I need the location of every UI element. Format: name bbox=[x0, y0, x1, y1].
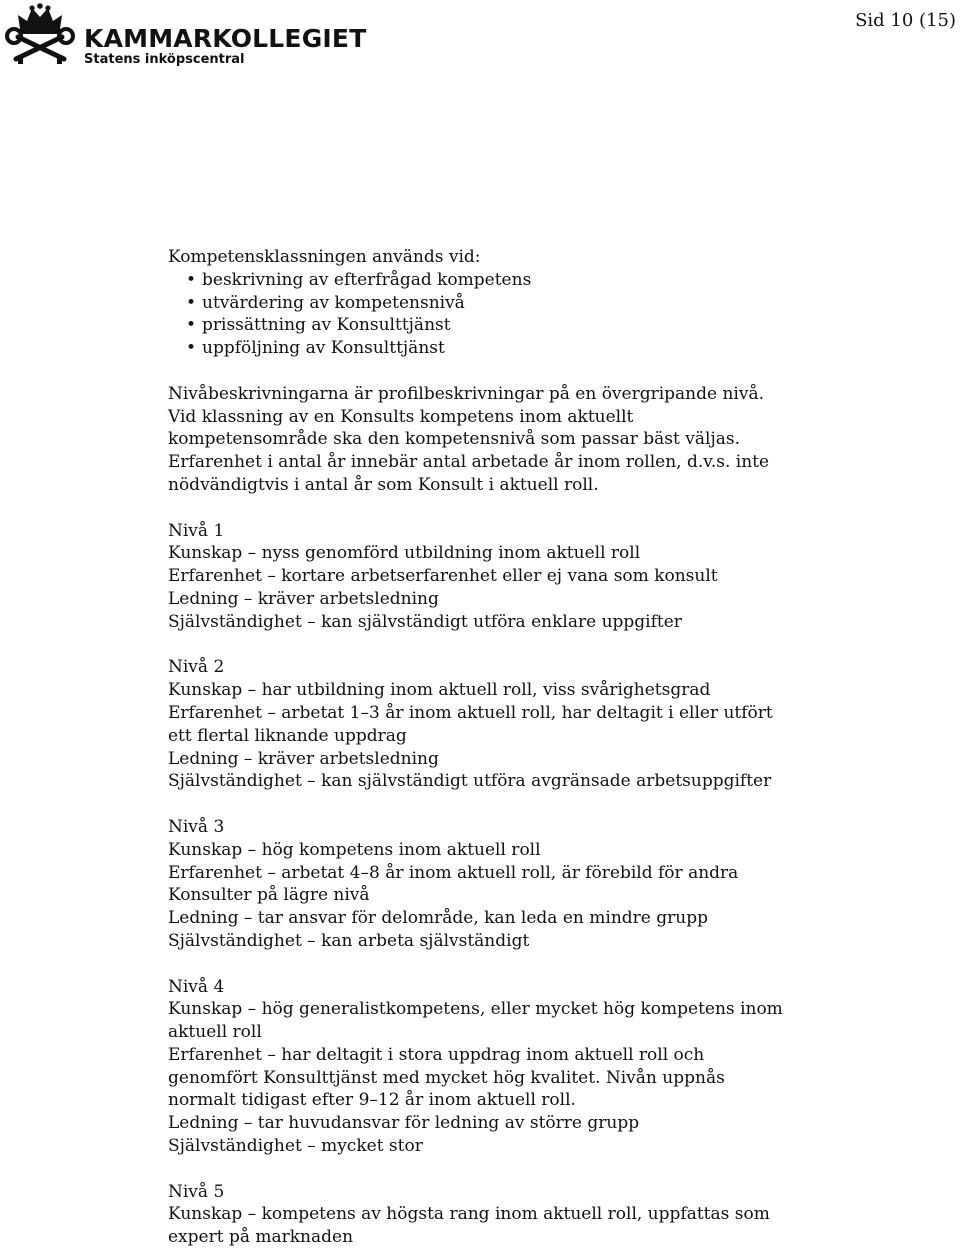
text-line: Erfarenhet – har deltagit i stora uppdrag inom aktuell roll och bbox=[168, 1044, 705, 1065]
level-4-section bbox=[168, 976, 808, 1158]
text-line: normalt tidigast efter 9–12 år inom aktuell roll. bbox=[168, 1090, 576, 1111]
level-1-section bbox=[168, 520, 808, 634]
page-number: Sid 10 (15) bbox=[855, 10, 956, 31]
text-line: genomfört Konsulttjänst med mycket hög kvalitet. Nivån uppnås bbox=[168, 1067, 725, 1088]
text-line: Erfarenhet – arbetat 1–3 år inom aktuell roll, har deltagit i eller utfört bbox=[168, 702, 773, 723]
document-body bbox=[168, 246, 808, 1249]
description-paragraph bbox=[168, 383, 808, 497]
list-item: • utvärdering av kompetensnivå bbox=[168, 292, 808, 315]
text-line: Kunskap – hög generalistkompetens, eller mycket hög kompetens inom bbox=[168, 999, 783, 1020]
text-line: Självständighet – kan självständigt utföra avgränsade arbetsuppgifter bbox=[168, 771, 772, 792]
intro-heading: Kompetensklassningen används vid: bbox=[168, 247, 481, 267]
logo-name: KAMMARKOLLEGIET bbox=[84, 24, 367, 53]
kammarkollegiet-logo bbox=[2, 3, 367, 67]
text-line: Kunskap – har utbildning inom aktuell roll, viss svårighetsgrad bbox=[168, 680, 711, 701]
text-line: Kunskap – kompetens av högsta rang inom aktuell roll, uppfattas som bbox=[168, 1204, 770, 1225]
text-line: Ledning – kräver arbetsledning bbox=[168, 748, 439, 769]
text-line: Självständighet – kan självständigt utföra enklare uppgifter bbox=[168, 611, 682, 632]
list-item: • beskrivning av efterfrågad kompetens bbox=[168, 269, 808, 292]
level-heading: Nivå 3 bbox=[168, 816, 225, 837]
level-5-section bbox=[168, 1181, 808, 1249]
text-line: Nivåbeskrivningarna är profilbeskrivningar på en övergripande nivå. bbox=[168, 383, 765, 404]
text-line: kompetensområde ska den kompetensnivå som passar bäst väljas. bbox=[168, 429, 740, 450]
list-item: • prissättning av Konsulttjänst bbox=[168, 314, 808, 337]
level-heading: Nivå 4 bbox=[168, 976, 225, 997]
text-line: Ledning – tar huvudansvar för ledning av större grupp bbox=[168, 1113, 640, 1134]
text-line: Ledning – tar ansvar för delområde, kan leda en mindre grupp bbox=[168, 908, 708, 929]
text-line: Kunskap – hög kompetens inom aktuell roll bbox=[168, 839, 541, 860]
crown-keys-icon bbox=[2, 3, 78, 65]
text-line: Självständighet – mycket stor bbox=[168, 1136, 423, 1157]
text-line: Konsulter på lägre nivå bbox=[168, 885, 370, 906]
level-heading: Nivå 1 bbox=[168, 520, 225, 541]
text-line: aktuell roll bbox=[168, 1022, 262, 1043]
level-3-section bbox=[168, 816, 808, 953]
intro-bullet-list bbox=[168, 269, 808, 360]
text-line: Självständighet – kan arbeta självständigt bbox=[168, 930, 530, 951]
text-line: Ledning – kräver arbetsledning bbox=[168, 588, 439, 609]
level-2-section bbox=[168, 656, 808, 793]
logo-subtitle: Statens inköpscentral bbox=[84, 52, 245, 67]
text-line: Vid klassning av en Konsults kompetens inom aktuellt bbox=[168, 406, 634, 427]
text-line: expert på marknaden bbox=[168, 1227, 354, 1248]
text-line: Erfarenhet – kortare arbetserfarenhet eller ej vana som konsult bbox=[168, 566, 718, 587]
list-item: • uppföljning av Konsulttjänst bbox=[168, 337, 808, 360]
text-line: ett flertal liknande uppdrag bbox=[168, 725, 407, 746]
level-heading: Nivå 5 bbox=[168, 1181, 225, 1202]
level-heading: Nivå 2 bbox=[168, 657, 225, 678]
text-line: Erfarenhet – arbetat 4–8 år inom aktuell roll, är förebild för andra bbox=[168, 862, 739, 883]
text-line: Kunskap – nyss genomförd utbildning inom aktuell roll bbox=[168, 543, 641, 564]
text-line: nödvändigtvis i antal år som Konsult i aktuell roll. bbox=[168, 474, 599, 495]
text-line: Erfarenhet i antal år innebär antal arbetade år inom rollen, d.v.s. inte bbox=[168, 452, 770, 473]
